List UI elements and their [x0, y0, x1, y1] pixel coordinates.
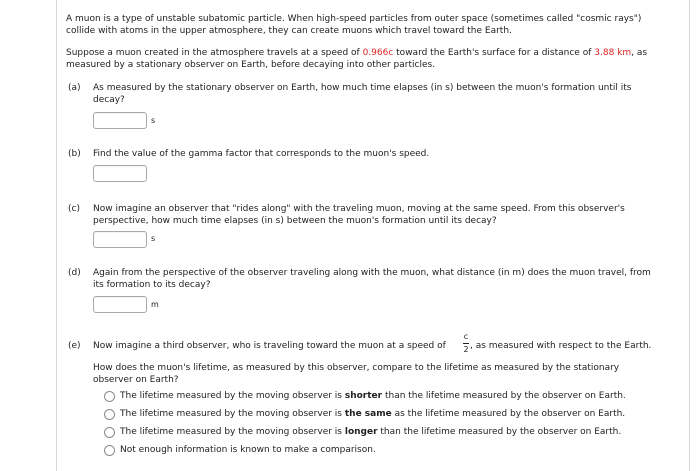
fraction-numerator: c: [463, 332, 469, 341]
part-a-question-line-1: As measured by the stationary observer on Earth, how much time elapses (in s) between the muon's formation until its: [93, 83, 632, 93]
part-c-question-line-1: Now imagine an observer that "rides along" with the traveling muon, moving at the same speed. From this observer's: [93, 204, 625, 214]
part-d-answer-input[interactable]: [93, 296, 147, 313]
part-c-answer-field[interactable]: [94, 235, 146, 250]
distance-value: 3.88 km: [594, 48, 632, 58]
part-e-label: (e): [68, 341, 81, 351]
part-a-question-line-2: decay?: [93, 95, 125, 105]
part-c-label: (c): [68, 204, 80, 214]
part-e-question-line-1b: , as measured with respect to the Earth.: [470, 341, 652, 351]
option-not-enough-info-radio[interactable]: [104, 445, 115, 456]
part-d-question-line-1: Again from the perspective of the observer traveling along with the muon, what distance (in m) does the muon travel, from: [93, 268, 651, 278]
part-d-question-line-2: its formation to its decay?: [93, 280, 211, 290]
fraction-denominator: 2: [463, 345, 469, 354]
part-c-answer-input[interactable]: [93, 231, 147, 248]
part-b-question-line-1: Find the value of the gamma factor that corresponds to the muon's speed.: [93, 149, 430, 159]
part-a-answer-input[interactable]: [93, 112, 147, 129]
part-e-question-line-2: How does the muon's lifetime, as measured by this observer, compare to the lifetime as measured by the stationary: [93, 363, 620, 373]
option-shorter-radio[interactable]: [104, 391, 115, 402]
part-e-question-line-3: observer on Earth?: [93, 375, 179, 385]
fraction-bar: [463, 343, 469, 344]
option-same-label[interactable]: The lifetime measured by the moving observer is the same as the lifetime measured by the observer on Earth.: [120, 409, 626, 419]
part-d-label: (d): [68, 268, 81, 278]
option-shorter-label[interactable]: The lifetime measured by the moving observer is shorter than the lifetime measured by the observer on Earth.: [120, 391, 626, 401]
part-a-label: (a): [68, 83, 81, 93]
option-same-radio[interactable]: [104, 409, 115, 420]
part-d-answer-field[interactable]: [94, 300, 146, 315]
speed-value: 0.966c: [362, 48, 394, 58]
part-a-answer-field[interactable]: [94, 116, 146, 131]
part-d-unit: m: [151, 300, 159, 309]
intro-text-line-2: collide with atoms in the upper atmosphere, they can create muons which travel toward the Earth.: [66, 26, 512, 36]
part-b-answer-input[interactable]: [93, 165, 147, 182]
part-c-unit: s: [151, 234, 156, 243]
part-c-question-line-2: perspective, how much time elapses (in s) between the muon's formation until its decay?: [93, 216, 497, 226]
part-b-answer-field[interactable]: [94, 169, 146, 184]
setup-text-line-2: measured by a stationary observer on Earth, before decaying into other particles.: [66, 60, 436, 70]
option-longer-label[interactable]: The lifetime measured by the moving observer is longer than the lifetime measured by the observer on Earth.: [120, 427, 622, 437]
part-a-unit: s: [151, 116, 156, 125]
part-b-label: (b): [68, 149, 81, 159]
intro-text-line-1: A muon is a type of unstable subatomic particle. When high-speed particles from outer space (sometimes called "cosmic rays"): [66, 14, 642, 24]
setup-text-line-1: Suppose a muon created in the atmosphere travels at a speed of 0.966c toward the Earth's surface for a distance of 3.88 km, as: [66, 48, 648, 58]
option-longer-radio[interactable]: [104, 427, 115, 438]
part-e-question-line-1a: Now imagine a third observer, who is traveling toward the muon at a speed of: [93, 341, 446, 351]
option-not-enough-info-label[interactable]: Not enough information is known to make a comparison.: [120, 445, 376, 455]
